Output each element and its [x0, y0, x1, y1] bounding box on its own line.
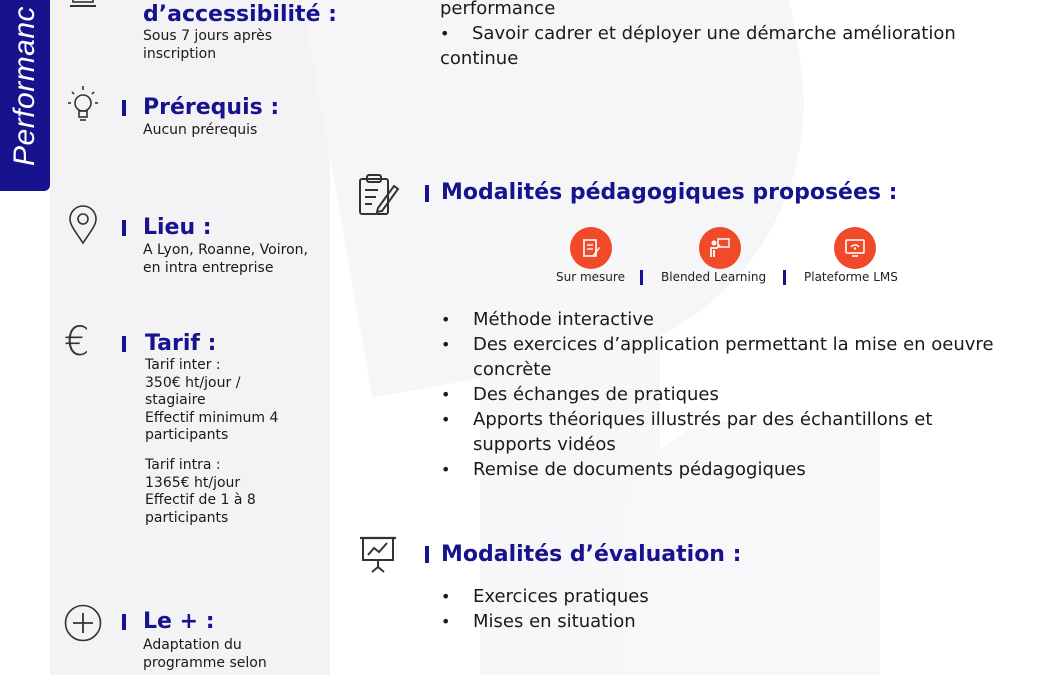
mode-separator	[783, 270, 786, 285]
pedagogie-title: Modalités pédagogiques proposées :	[441, 180, 898, 205]
plus-text	[143, 636, 267, 672]
text-line: Adaptation du	[143, 637, 242, 653]
text-line: • Des exercices d’application permettant la mise en oeuvre	[473, 334, 994, 355]
evaluation-title: Modalités d’évaluation :	[441, 542, 742, 567]
list-item	[441, 407, 1041, 457]
list-item	[441, 307, 1041, 332]
section-marker	[425, 546, 429, 563]
text-line: • Méthode interactive	[473, 309, 654, 330]
list-item	[440, 0, 1040, 21]
text-line: • Mises en situation	[473, 611, 636, 632]
lms-platform-icon	[834, 227, 876, 269]
text-line: continue	[440, 48, 519, 69]
evaluation-list	[441, 584, 1041, 634]
blended-learning-icon	[699, 227, 741, 269]
mode-separator	[640, 270, 643, 285]
objectives-list	[440, 0, 1040, 71]
text-line: Tarif intra :	[145, 457, 221, 473]
text-line: • Exercices pratiques	[473, 586, 649, 607]
lightbulb-icon	[62, 84, 104, 130]
list-item	[440, 21, 1040, 46]
text-line: concrète	[473, 359, 552, 380]
section-marker	[122, 100, 126, 116]
text-line: • Des échanges de pratiques	[473, 384, 719, 405]
text-line: participants	[145, 427, 229, 443]
mode-label-custom: Sur mesure	[556, 270, 625, 284]
text-line: performance	[440, 0, 556, 19]
text-line: Tarif inter :	[145, 357, 221, 373]
prerequis-title: Prérequis :	[143, 95, 280, 120]
text-line: A Lyon, Roanne, Voiron,	[143, 242, 308, 258]
location-pin-icon	[66, 205, 100, 249]
text-line: • Savoir cadrer et déployer une démarche amélioration	[472, 23, 956, 44]
text-line: 350€ ht/jour /	[145, 374, 241, 391]
list-item	[441, 584, 1041, 609]
tarif-inter-text	[145, 357, 278, 445]
lieu-text	[143, 241, 308, 277]
plus-title: Le + :	[143, 609, 215, 634]
access-delay-text	[143, 27, 272, 63]
text-line: Effectif de 1 à 8	[145, 492, 256, 508]
prerequis-text	[143, 121, 257, 139]
text-line: Aucun prérequis	[143, 122, 258, 138]
section-marker	[122, 614, 126, 630]
vertical-tab-label: Performanc	[8, 5, 41, 166]
text-line: Sous 7 jours après	[143, 28, 273, 44]
text-line: en intra entreprise	[143, 260, 274, 276]
euro-icon: €	[64, 319, 90, 365]
text-line: Effectif minimum 4	[145, 409, 279, 426]
section-marker	[425, 185, 429, 202]
text-line: • Remise de documents pédagogiques	[473, 459, 806, 480]
presentation-chart-icon	[357, 534, 399, 580]
list-item	[441, 382, 1041, 407]
laptop-icon	[68, 0, 98, 16]
text-line: programme selon	[143, 655, 267, 671]
text-line: supports vidéos	[473, 434, 616, 455]
section-marker	[122, 220, 126, 236]
tarif-intra-text	[145, 457, 256, 527]
text-line: 1365€ ht/jour	[145, 474, 241, 491]
text-line: participants	[145, 509, 229, 526]
lieu-title: Lieu :	[143, 215, 212, 240]
tarif-title: Tarif :	[145, 331, 217, 356]
list-item	[441, 457, 1041, 482]
section-marker	[122, 336, 126, 352]
list-item	[441, 332, 1041, 382]
list-item	[441, 609, 1041, 634]
pedagogie-list	[441, 307, 1041, 482]
text-line: • Apports théoriques illustrés par des échantillons et	[473, 409, 933, 430]
clipboard-edit-icon	[356, 172, 400, 222]
mode-label-blended: Blended Learning	[661, 270, 767, 284]
vertical-category-tab	[0, 0, 50, 191]
plus-circle-icon	[63, 603, 103, 647]
mode-label-lms: Plateforme LMS	[804, 270, 898, 284]
custom-document-icon	[570, 227, 612, 269]
text-line: stagiaire	[145, 392, 206, 408]
text-line: inscription	[143, 46, 217, 62]
access-delay-title: d’accessibilité :	[143, 2, 337, 27]
